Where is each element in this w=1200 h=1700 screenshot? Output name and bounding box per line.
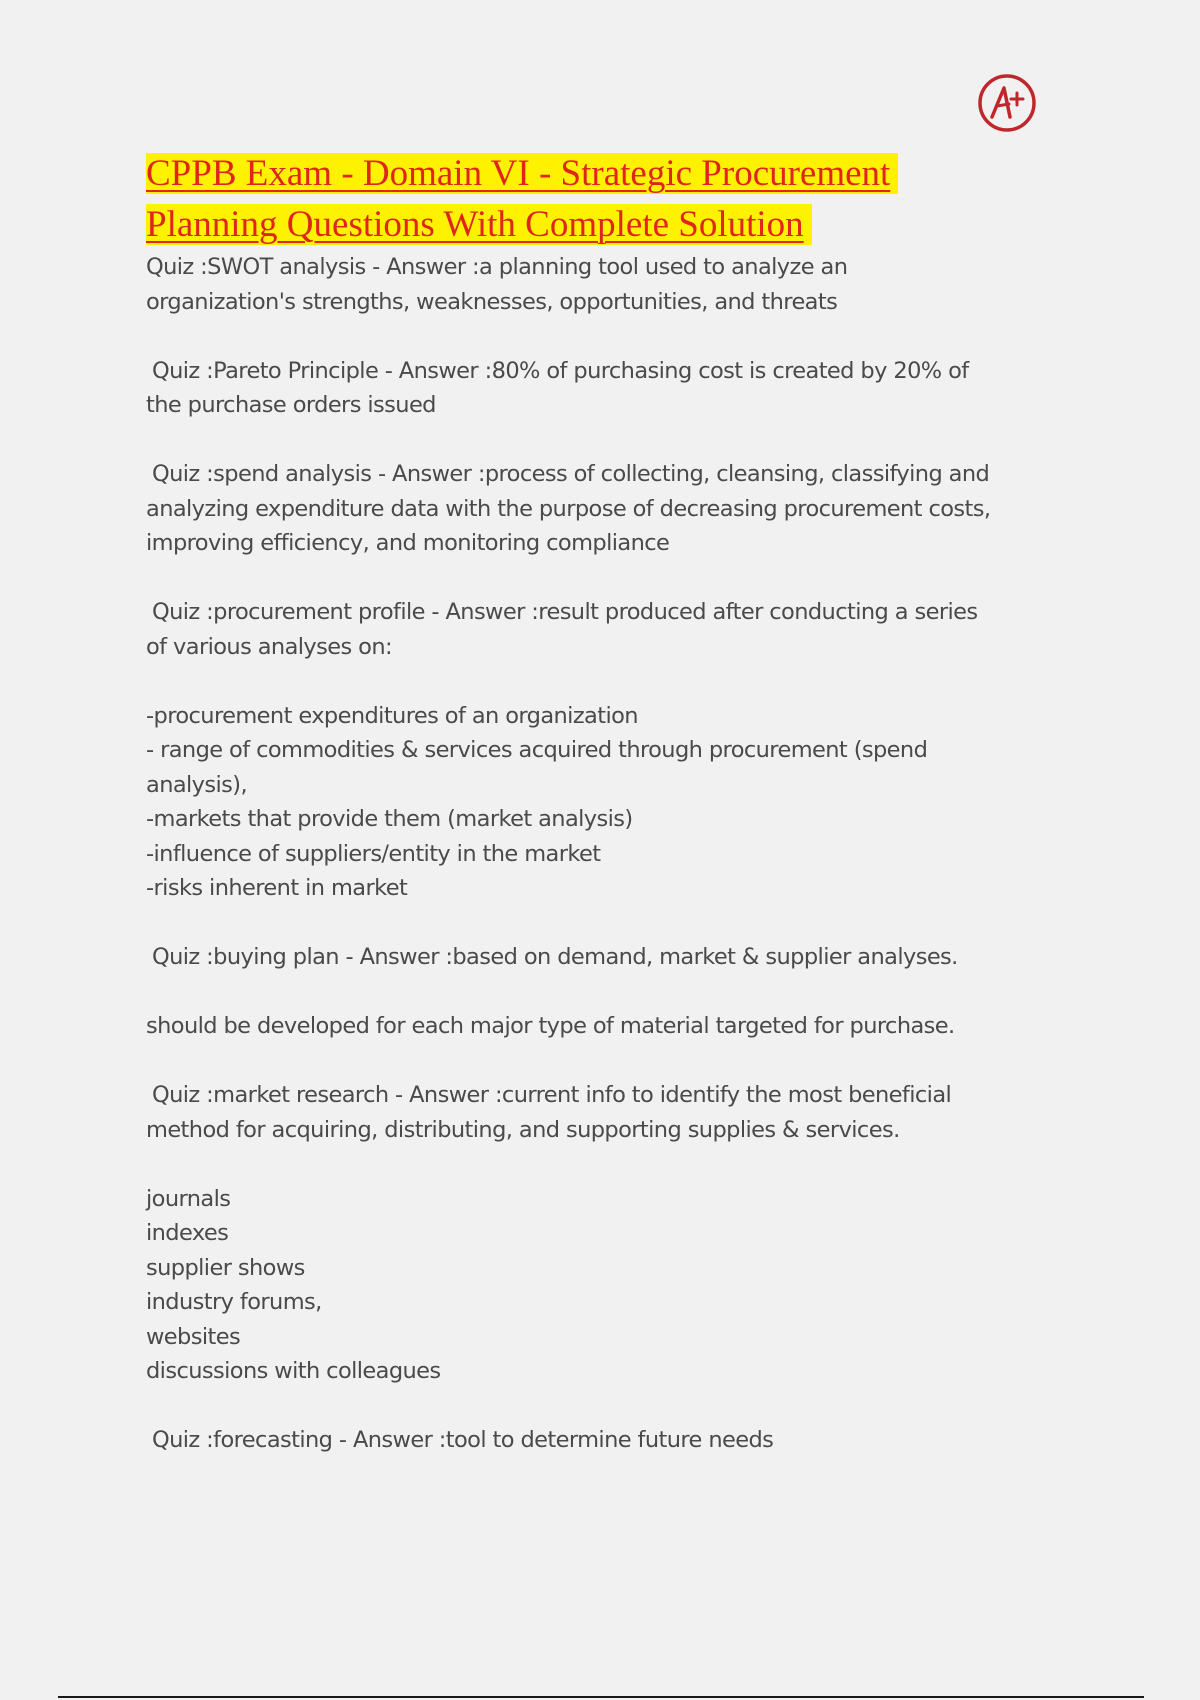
title-line-2: Planning Questions With Complete Solution xyxy=(146,204,812,245)
list-item: analysis), xyxy=(146,771,248,798)
qa-item-forecasting xyxy=(146,1423,1066,1458)
qa-line: Quiz :procurement profile - Answer :result produced after conducting a series xyxy=(152,599,978,625)
qa-line: should be developed for each major type of material targeted for purchase. xyxy=(146,1013,955,1039)
list-item: -markets that provide them (market analysis) xyxy=(146,806,633,832)
qa-line: analyzing expenditure data with the purpose of decreasing procurement costs, xyxy=(146,495,991,522)
title-line-1: CPPB Exam - Domain VI - Strategic Procurement xyxy=(146,153,898,194)
list-item: - range of commodities & services acquired through procurement (spend xyxy=(146,737,928,763)
list-item: -influence of suppliers/entity in the market xyxy=(146,840,601,867)
document-title xyxy=(146,148,1066,250)
list-item: websites xyxy=(146,1323,241,1350)
qa-item-pareto xyxy=(146,354,1066,423)
qa-line: Quiz :forecasting - Answer :tool to determine future needs xyxy=(152,1427,774,1453)
qa-line: Quiz :spend analysis - Answer :process of collecting, cleansing, classifying and xyxy=(152,461,990,487)
list-item: -procurement expenditures of an organization xyxy=(146,702,638,729)
market-research-list xyxy=(146,1182,1066,1389)
qa-line: organization's strengths, weaknesses, opportunities, and threats xyxy=(146,288,838,315)
footer-divider xyxy=(58,1696,1144,1698)
qa-item-buying-plan xyxy=(146,940,1066,975)
list-item: -risks inherent in market xyxy=(146,875,408,901)
a-plus-grade-icon xyxy=(977,73,1037,133)
qa-line: improving efficiency, and monitoring compliance xyxy=(146,530,670,556)
qa-line: Quiz :SWOT analysis - Answer :a planning tool used to analyze an xyxy=(146,254,848,280)
qa-item-market-research xyxy=(146,1078,1066,1147)
qa-item-procurement-profile xyxy=(146,595,1066,664)
qa-content xyxy=(146,250,1066,1492)
list-item: supplier shows xyxy=(146,1254,305,1281)
qa-line: of various analyses on: xyxy=(146,633,392,660)
qa-item-swot xyxy=(146,250,1066,319)
list-item: indexes xyxy=(146,1220,229,1246)
qa-line: Quiz :market research - Answer :current info to identify the most beneficial xyxy=(152,1082,952,1108)
qa-line: Quiz :buying plan - Answer :based on demand, market & supplier analyses. xyxy=(152,944,958,970)
qa-line: Quiz :Pareto Principle - Answer :80% of purchasing cost is created by 20% of xyxy=(152,357,969,384)
buying-plan-note xyxy=(146,1009,1066,1044)
list-item: journals xyxy=(146,1185,231,1212)
qa-item-spend-analysis xyxy=(146,457,1066,561)
procurement-profile-list xyxy=(146,699,1066,906)
list-item: industry forums, xyxy=(146,1289,322,1315)
list-item: discussions with colleagues xyxy=(146,1358,441,1384)
qa-line: the purchase orders issued xyxy=(146,392,436,418)
qa-line: method for acquiring, distributing, and supporting supplies & services. xyxy=(146,1116,900,1143)
